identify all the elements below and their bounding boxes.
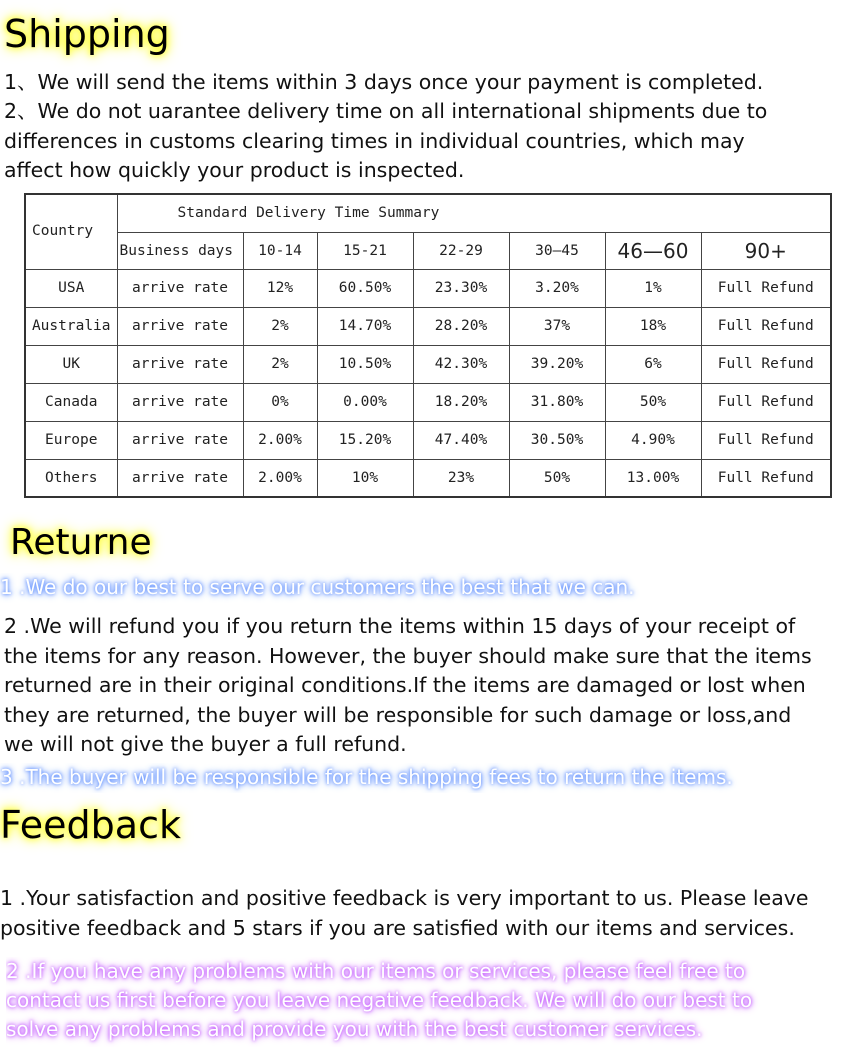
- rate-cell: 18%: [605, 307, 701, 345]
- summary-title: Standard Delivery Time Summary: [117, 194, 831, 232]
- table-row: [25, 383, 831, 421]
- rate-cell: Full Refund: [701, 383, 831, 421]
- delivery-time-table: [24, 193, 832, 498]
- rate-cell: 23%: [413, 459, 509, 497]
- row-label-cell: arrive rate: [117, 459, 243, 497]
- row-label-cell: arrive rate: [117, 383, 243, 421]
- row-label-cell: arrive rate: [117, 307, 243, 345]
- table-row: [25, 459, 831, 497]
- rate-cell: Full Refund: [701, 421, 831, 459]
- returne-item-3: 3 .The buyer will be responsible for the shipping fees to return the items.: [0, 765, 733, 789]
- business-days-header: Business days: [117, 232, 243, 269]
- day-range-row: [25, 232, 831, 269]
- rate-cell: 10.50%: [317, 345, 413, 383]
- feedback-item-2: 2 .If you have any problems with our items or services, please feel free to contact us first before you leave negative feedback. We will do our best to solve any problems and provide you with the best customer services.: [6, 959, 753, 1041]
- day-range-cell: 22-29: [413, 232, 509, 269]
- rate-cell: 42.30%: [413, 345, 509, 383]
- country-cell: USA: [25, 269, 117, 307]
- country-header: Country: [25, 194, 117, 269]
- rate-cell: 13.00%: [605, 459, 701, 497]
- day-range-cell: 10-14: [243, 232, 317, 269]
- rate-cell: Full Refund: [701, 459, 831, 497]
- shipping-line-2: 2、We do not uarantee delivery time on all international shipments due to differences in customs clearing times in individual countries, which may affect how quickly your product is inspected.: [4, 99, 768, 182]
- rate-cell: 2%: [243, 307, 317, 345]
- day-range-cell: 90+: [701, 232, 831, 269]
- rate-cell: 2.00%: [243, 459, 317, 497]
- row-label-cell: arrive rate: [117, 421, 243, 459]
- rate-cell: 50%: [509, 459, 605, 497]
- table-header-row: [25, 194, 831, 232]
- returne-item-2: 2 .We will refund you if you return the items within 15 days of your receipt of the items for any reason. However, the buyer should make sure that the items returned are in their original conditions.If the items are damaged or lost when they are returned, the buyer will be responsible for such damage or loss,and we will not give the buyer a full refund.: [4, 614, 812, 756]
- rate-cell: 0.00%: [317, 383, 413, 421]
- feedback-item-1: 1 .Your satisfaction and positive feedback is very important to us. Please leave positive feedback and 5 stars if you are satisfied with our items and services.: [0, 886, 809, 940]
- country-cell: Others: [25, 459, 117, 497]
- rate-cell: 60.50%: [317, 269, 413, 307]
- rate-cell: 37%: [509, 307, 605, 345]
- rate-cell: 50%: [605, 383, 701, 421]
- shipping-line-1: 1、We will send the items within 3 days once your payment is completed.: [4, 70, 764, 94]
- rate-cell: 6%: [605, 345, 701, 383]
- country-cell: UK: [25, 345, 117, 383]
- returne-item-1: 1 .We do our best to serve our customers the best that we can.: [0, 575, 635, 599]
- country-cell: Australia: [25, 307, 117, 345]
- feedback-title: Feedback: [0, 803, 181, 847]
- country-cell: Canada: [25, 383, 117, 421]
- day-range-cell: 15-21: [317, 232, 413, 269]
- rate-cell: Full Refund: [701, 307, 831, 345]
- rate-cell: 31.80%: [509, 383, 605, 421]
- rate-cell: Full Refund: [701, 345, 831, 383]
- table-row: [25, 307, 831, 345]
- shipping-title: Shipping: [4, 12, 170, 56]
- rate-cell: 3.20%: [509, 269, 605, 307]
- rate-cell: 28.20%: [413, 307, 509, 345]
- rate-cell: 15.20%: [317, 421, 413, 459]
- rate-cell: 4.90%: [605, 421, 701, 459]
- table-row: [25, 345, 831, 383]
- rate-cell: 10%: [317, 459, 413, 497]
- rate-cell: 2.00%: [243, 421, 317, 459]
- rate-cell: 14.70%: [317, 307, 413, 345]
- rate-cell: 12%: [243, 269, 317, 307]
- row-label-cell: arrive rate: [117, 269, 243, 307]
- table-row: [25, 269, 831, 307]
- rate-cell: Full Refund: [701, 269, 831, 307]
- rate-cell: 1%: [605, 269, 701, 307]
- rate-cell: 2%: [243, 345, 317, 383]
- day-range-cell: 30—45: [509, 232, 605, 269]
- day-range-cell: 46—60: [605, 232, 701, 269]
- rate-cell: 30.50%: [509, 421, 605, 459]
- rate-cell: 23.30%: [413, 269, 509, 307]
- returne-title: Returne: [10, 522, 152, 563]
- rate-cell: 0%: [243, 383, 317, 421]
- rate-cell: 39.20%: [509, 345, 605, 383]
- country-cell: Europe: [25, 421, 117, 459]
- table-row: [25, 421, 831, 459]
- row-label-cell: arrive rate: [117, 345, 243, 383]
- rate-cell: 47.40%: [413, 421, 509, 459]
- rate-cell: 18.20%: [413, 383, 509, 421]
